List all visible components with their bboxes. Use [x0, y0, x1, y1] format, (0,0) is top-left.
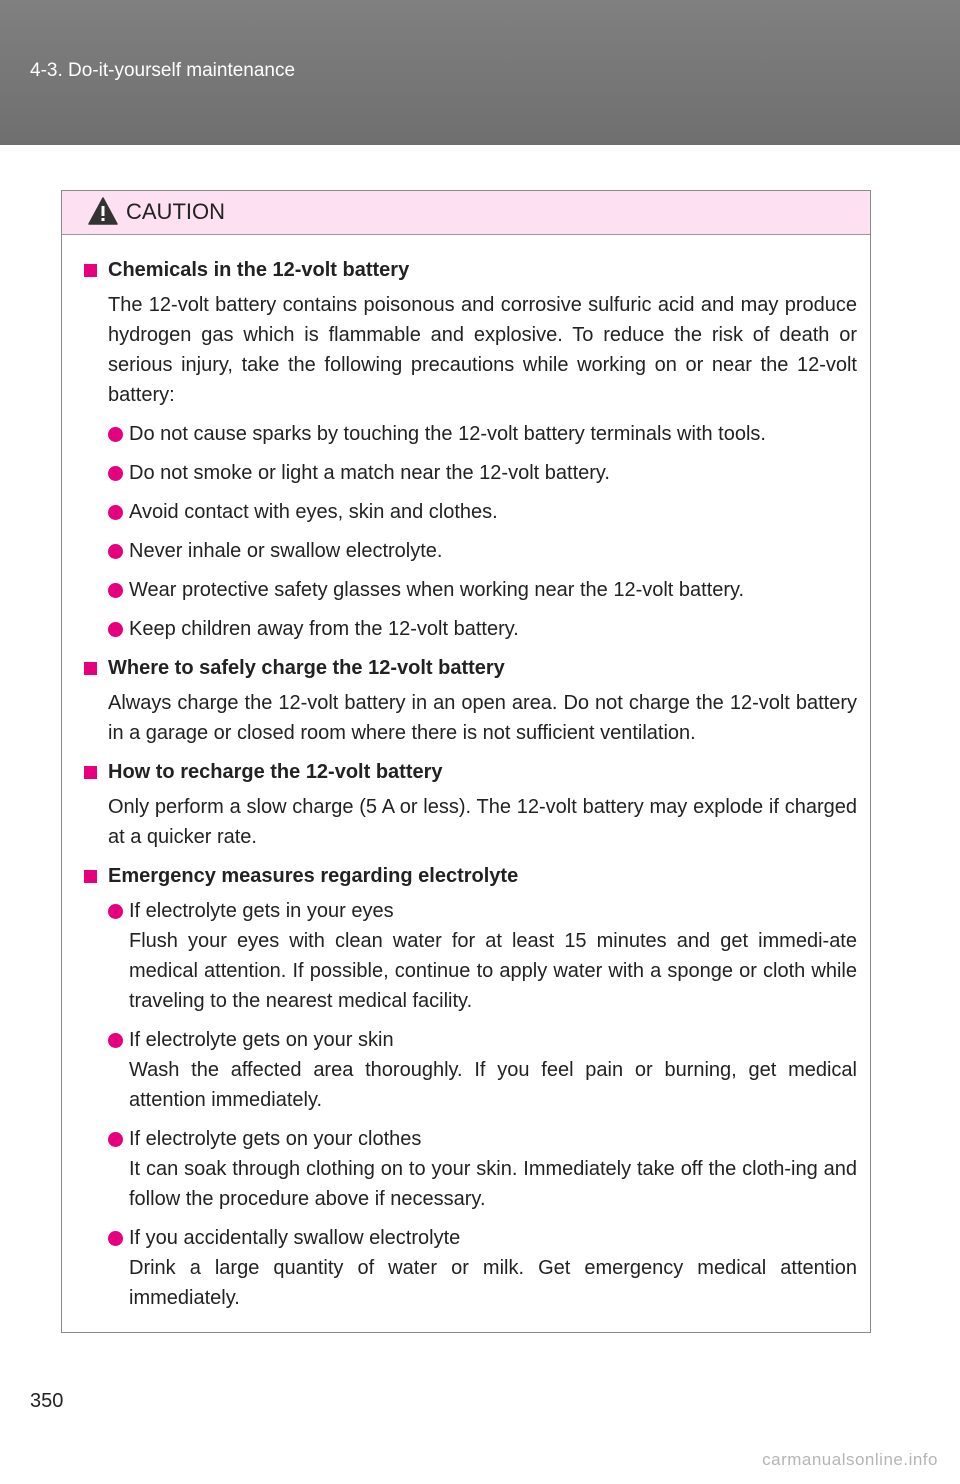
topic-paragraph: Only perform a slow charge (5 A or less). The 12-volt battery may explode if charged at a quicker rate. — [108, 796, 857, 848]
list-item-text: Flush your eyes with clean water for at least 15 minutes and get immedi-ate medical attention. If possible, continue to apply water with a sponge or cloth while traveling to the nearest medical facility. — [129, 930, 857, 1012]
list-item — [108, 536, 857, 566]
list-item — [108, 1124, 857, 1214]
list-item — [108, 497, 857, 527]
circle-bullet-icon — [108, 427, 123, 442]
square-bullet-icon — [84, 264, 97, 277]
list-item — [108, 1025, 857, 1115]
circle-bullet-icon — [108, 505, 123, 520]
topic-heading — [80, 757, 857, 787]
list-item-heading: If electrolyte gets on your clothes — [129, 1128, 422, 1150]
circle-bullet-icon — [108, 1231, 123, 1246]
topic-title: Where to safely charge the 12-volt battery — [108, 657, 505, 679]
caution-box — [61, 190, 871, 1333]
list-item-text: Keep children away from the 12-volt battery. — [129, 618, 519, 640]
circle-bullet-icon — [108, 904, 123, 919]
topic-paragraph: Always charge the 12-volt battery in an open area. Do not charge the 12-volt battery in a garage or closed room where there is not sufficient ventilation. — [108, 692, 857, 744]
square-bullet-icon — [84, 766, 97, 779]
topic-title: How to recharge the 12-volt battery — [108, 761, 443, 783]
circle-bullet-icon — [108, 1132, 123, 1147]
circle-bullet-icon — [108, 622, 123, 637]
list-item — [108, 614, 857, 644]
square-bullet-icon — [84, 662, 97, 675]
topic-paragraph: The 12-volt battery contains poisonous and corrosive sulfuric acid and may produce hydrogen gas which is flammable and explosive. To reduce the risk of death or serious injury, take the following precautions while working on or near the 12-volt battery: — [108, 294, 857, 406]
list-item-heading: If electrolyte gets on your skin — [129, 1029, 394, 1051]
list-item — [108, 419, 857, 449]
list-item — [108, 458, 857, 488]
topic-heading — [80, 255, 857, 285]
circle-bullet-icon — [108, 544, 123, 559]
list-item-text: It can soak through clothing on to your skin. Immediately take off the cloth-ing and follow the procedure above if necessary. — [129, 1158, 857, 1210]
list-item — [108, 896, 857, 1016]
caution-title: CAUTION — [126, 199, 225, 224]
watermark: carmanualsonline.info — [762, 1450, 938, 1469]
list-item-text: Avoid contact with eyes, skin and clothes. — [129, 501, 498, 523]
caution-body — [62, 235, 870, 1313]
list-item — [108, 1223, 857, 1313]
topic-heading — [80, 861, 857, 891]
circle-bullet-icon — [108, 583, 123, 598]
list-item-text: Do not cause sparks by touching the 12-volt battery terminals with tools. — [129, 423, 766, 445]
caution-header — [62, 191, 870, 235]
list-item-text: Wear protective safety glasses when working near the 12-volt battery. — [129, 579, 745, 601]
list-item-text: Drink a large quantity of water or milk. Get emergency medical attention immediately. — [129, 1257, 857, 1309]
list-item-text: Do not smoke or light a match near the 12-volt battery. — [129, 462, 610, 484]
square-bullet-icon — [84, 870, 97, 883]
topic-title: Chemicals in the 12-volt battery — [108, 259, 410, 281]
circle-bullet-icon — [108, 466, 123, 481]
list-item-text: Wash the affected area thoroughly. If you feel pain or burning, get medical attention immediately. — [129, 1059, 857, 1111]
list-item-heading: If electrolyte gets in your eyes — [129, 900, 394, 922]
section-title: 4-3. Do-it-yourself maintenance — [30, 60, 296, 81]
topic-title: Emergency measures regarding electrolyte — [108, 865, 519, 887]
list-item-text: Never inhale or swallow electrolyte. — [129, 540, 443, 562]
page-header — [0, 0, 960, 145]
circle-bullet-icon — [108, 1033, 123, 1048]
topic-heading — [80, 653, 857, 683]
list-item-heading: If you accidentally swallow electrolyte — [129, 1227, 461, 1249]
warning-triangle-icon — [88, 197, 118, 225]
list-item — [108, 575, 857, 605]
page-number: 350 — [30, 1390, 64, 1412]
